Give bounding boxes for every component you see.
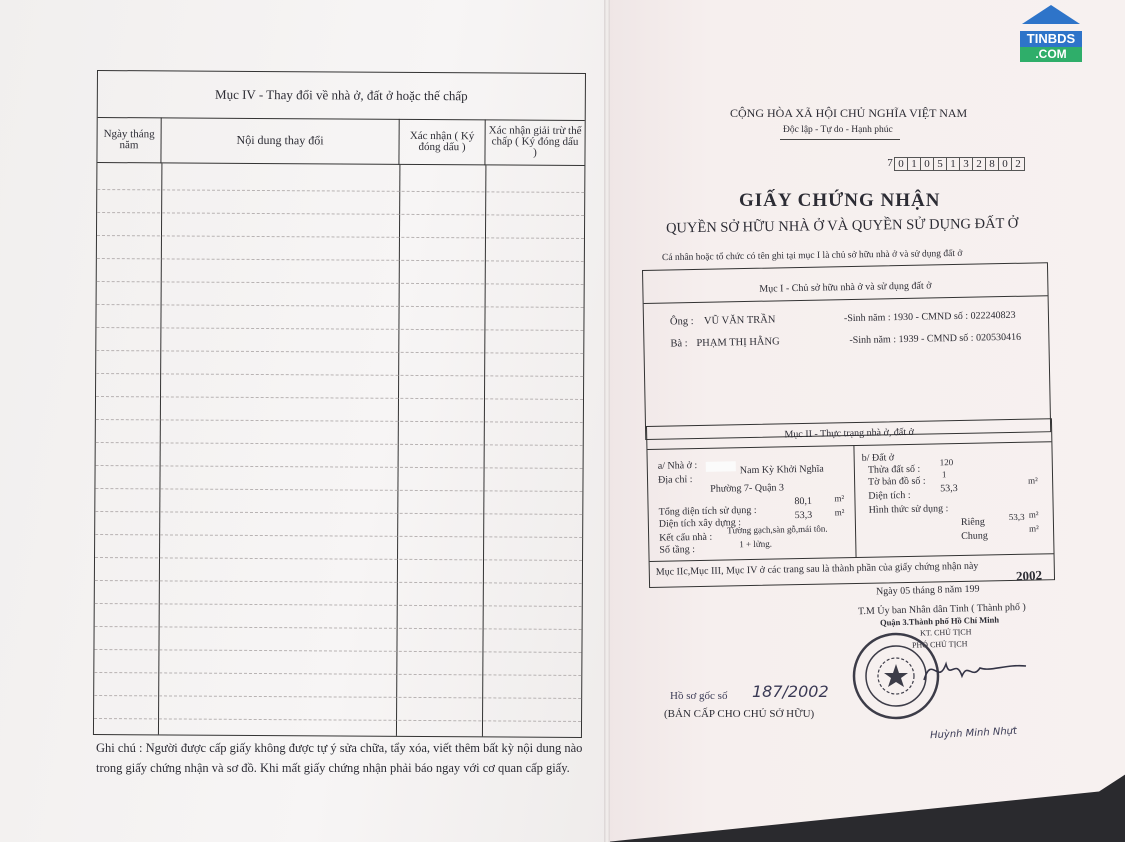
house-icon	[1020, 4, 1082, 26]
owner2-info: -Sinh năm : 1939 - CMND số : 020530416	[849, 331, 1022, 347]
intro-text: Cá nhân hoặc tổ chức có tên ghi tại mục I là chủ sở hữu nhà ở và sử dụng đất ở	[661, 248, 963, 264]
table-row-line	[96, 350, 583, 354]
table-row-line	[95, 511, 582, 515]
lot-label: Thửa đất số :	[867, 463, 921, 476]
land-label: b/ Đất ở	[861, 452, 895, 464]
house-label: a/ Nhà ở :	[657, 460, 698, 472]
build-area-value: 53,3	[794, 509, 813, 522]
change-history-table	[93, 70, 586, 738]
certificate-title: GIẤY CHỨNG NHẬN	[739, 190, 941, 211]
table-row-line	[97, 189, 584, 193]
table-row-line	[95, 626, 582, 630]
structure-value: Tường gạch,sàn gỗ,mái tôn.	[726, 523, 828, 536]
serial-digit: 5	[933, 157, 947, 171]
file-number-label: Hồ sơ gốc số	[670, 690, 728, 702]
section-i-title: Mục I - Chủ sở hữu nhà ở và sử dụng đất ở	[643, 273, 1047, 304]
address-label: Địa chỉ :	[657, 474, 693, 486]
build-area-unit: m²	[834, 507, 845, 518]
watermark-logo	[1020, 4, 1082, 62]
address-value: Nam Kỳ Khởi Nghĩa	[739, 463, 824, 477]
total-area-unit: m²	[834, 493, 845, 504]
watermark-line1: TINBDS	[1020, 31, 1082, 47]
address-redaction	[706, 461, 736, 472]
certificate-subtitle: QUYỀN SỞ HỮU NHÀ Ở VÀ QUYỀN SỬ DỤNG ĐẤT Ở	[665, 215, 1019, 237]
address-ward: Phường 7- Quận 3	[710, 482, 785, 495]
table-row-line	[96, 419, 583, 423]
table-row-line	[96, 442, 583, 446]
serial-digit: 8	[985, 157, 999, 171]
year-stamp: 2002	[1015, 567, 1043, 584]
private-area: 53,3	[1008, 511, 1025, 523]
table-row-line	[95, 557, 582, 561]
table-row-line	[95, 488, 582, 492]
authority-line2: Quận 3.Thành phố Hồ Chí Minh	[879, 614, 1000, 628]
section-iv-title: Mục IV - Thay đổi về nhà ở, đất ở hoặc thế chấp	[98, 71, 585, 121]
watermark-line2: .COM	[1020, 47, 1082, 62]
table-row-line	[94, 649, 581, 653]
section-ii-footer-line	[650, 553, 1054, 562]
structure-label: Kết cấu nhà :	[659, 531, 713, 544]
signer-name: Huỳnh Minh Nhựt	[929, 725, 1018, 742]
owner1-name: VŨ VĂN TRẦN	[703, 314, 776, 327]
file-number: 187/2002	[752, 682, 829, 701]
section-ii-divider	[853, 445, 856, 557]
col-confirm-header: Xác nhận ( Ký đóng dấu )	[399, 119, 485, 166]
table-row-line	[97, 281, 584, 285]
authority-line1: T.M Ủy ban Nhân dân Tỉnh ( Thành phố )	[857, 601, 1026, 618]
authority-line3: KT. CHỦ TỊCH	[919, 627, 972, 638]
authority-line4: PHÓ CHỦ TỊCH	[911, 639, 968, 650]
land-area-unit: m²	[1028, 475, 1038, 486]
lot-value: 120	[939, 457, 954, 468]
serial-digit: 0	[998, 157, 1012, 171]
table-row-line	[95, 603, 582, 607]
total-area-label: Tổng diện tích sử dụng :	[658, 504, 757, 518]
motto: Độc lập - Tự do - Hạnh phúc	[783, 125, 893, 135]
private-unit: m²	[1028, 509, 1039, 520]
page-fold	[604, 0, 610, 842]
serial-digit: 0	[894, 157, 908, 171]
table-row-line	[97, 304, 584, 308]
table-row-line	[96, 396, 583, 400]
serial-digit: 2	[1011, 157, 1025, 171]
map-value: 1	[941, 469, 947, 480]
section-i-owners	[642, 262, 1051, 440]
table-row-line	[94, 695, 581, 699]
col-release-header: Xác nhận giải trừ thế chấp ( Ký đóng dấu )	[485, 119, 584, 166]
motto-underline	[780, 139, 900, 140]
serial-digit: 1	[907, 157, 921, 171]
table-row-line	[95, 580, 582, 584]
land-area-label: Diện tích :	[868, 489, 911, 502]
serial-digit: 0	[920, 157, 934, 171]
owner1-prefix: Ông :	[669, 316, 694, 328]
table-row-line	[94, 718, 581, 722]
table-row-line	[96, 373, 583, 377]
private-label: Riêng	[960, 516, 985, 528]
signature-scribble	[920, 650, 1030, 690]
floors-value: 1 + lửng.	[739, 538, 773, 550]
date-line: Ngày 05 tháng 8 năm 199	[875, 583, 980, 598]
col-content-header: Nội dung thay đổi	[161, 117, 399, 164]
table-row-line	[95, 534, 582, 538]
usage-label: Hình thức sử dụng :	[868, 503, 949, 516]
owner1-info: -Sinh năm : 1930 - CMND số : 022240823	[843, 309, 1016, 325]
build-area-label: Diện tích xây dựng :	[658, 517, 742, 530]
table-row-line	[97, 235, 584, 239]
table-row-line	[94, 672, 581, 676]
floors-label: Số tầng :	[659, 544, 696, 556]
table-row-line	[97, 258, 584, 262]
map-label: Tờ bản đồ số :	[868, 475, 926, 488]
owner2-prefix: Bà :	[670, 338, 688, 350]
section-ii-footer: Mục IIc,Mục III, Mục IV ở các trang sau là thành phần của giấy chứng nhận này	[655, 560, 979, 578]
serial-digit: 7	[887, 157, 893, 169]
serial-number	[886, 157, 1025, 171]
section-ii-title: Mục II - Thực trạng nhà ở, đất ở	[647, 419, 1051, 450]
table-row-line	[96, 327, 583, 331]
nation-header: CỘNG HÒA XÃ HỘI CHỦ NGHĨA VIỆT NAM	[730, 106, 968, 120]
col-date-header: Ngày tháng năm	[97, 117, 161, 163]
note-text: Ghi chú : Người được cấp giấy không được tự ý sửa chữa, tẩy xóa, viết thêm bất kỳ nội dung nào trong giấy chứng nhận và sơ đồ. Khi mất giấy chứng nhận phải báo ngay với cơ quan cấp giấy.	[96, 741, 583, 775]
section-ii-property	[646, 418, 1055, 588]
land-area-value: 53,3	[940, 483, 958, 495]
table-row-line	[97, 212, 584, 216]
serial-digit: 3	[959, 157, 973, 171]
shared-label: Chung	[961, 530, 988, 542]
serial-digit: 1	[946, 157, 960, 171]
shared-unit: m²	[1028, 523, 1039, 534]
total-area-value: 80,1	[794, 495, 813, 508]
copy-note: (BẢN CẤP CHO CHỦ SỞ HỮU)	[664, 708, 815, 720]
serial-digit: 2	[972, 157, 986, 171]
owner2-name: PHẠM THỊ HẰNG	[696, 336, 780, 349]
table-row-line	[96, 465, 583, 469]
